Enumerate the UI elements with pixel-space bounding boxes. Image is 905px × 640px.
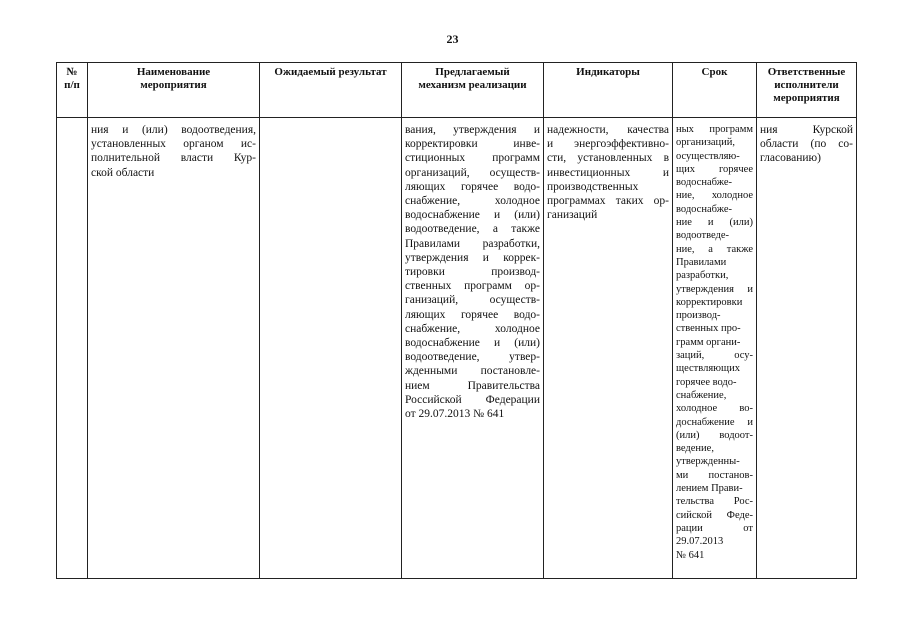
- text-line: Правилами разработки,: [405, 237, 540, 250]
- header-line: Срок: [701, 66, 728, 78]
- header-line: Предлагаемый: [435, 66, 510, 78]
- header-indicators: [544, 63, 673, 118]
- table-row: [57, 118, 857, 579]
- text-line: ганизаций, осуществ-: [405, 294, 540, 307]
- text-line: Российской Федерации: [405, 393, 540, 406]
- text-line: ния Курской: [760, 124, 853, 136]
- text-line: холодное во-: [676, 403, 753, 415]
- text-line: утвержденны-: [676, 456, 740, 468]
- header-line: исполнители: [774, 79, 839, 91]
- text-line: корректировки: [676, 296, 743, 308]
- text-line: программах таких ор-: [547, 195, 669, 208]
- text-line: ственных про-: [676, 323, 741, 335]
- cell-number: [57, 118, 88, 579]
- measures-table: [56, 62, 857, 579]
- text-line: горячее водо-: [676, 376, 737, 388]
- text-line: ние и (или): [676, 217, 753, 229]
- table-header-row: [57, 63, 857, 118]
- text-line: ляющих горячее водо-: [405, 308, 540, 321]
- text-line: гласованию): [760, 152, 821, 165]
- text-line: инвестиционных и: [547, 166, 669, 179]
- header-number: [57, 63, 88, 118]
- text-line: организаций,: [676, 137, 735, 149]
- text-line: ния и (или) водоотведения,: [91, 124, 256, 136]
- text-line: ние, а также: [676, 243, 753, 255]
- text-line: ных программ: [676, 124, 753, 135]
- text-line: грамм органи-: [676, 336, 741, 348]
- text-line: корректировки инве-: [405, 138, 540, 151]
- text-line: водоснабжение и (или): [405, 337, 540, 350]
- text-line: ми постанов-: [676, 469, 753, 481]
- text-line: ственных программ ор-: [405, 280, 540, 293]
- text-line: осуществляю-: [676, 150, 740, 162]
- text-line: утверждения и коррек-: [405, 251, 540, 264]
- text-line: заций, осу-: [676, 350, 753, 362]
- header-term: [673, 63, 757, 118]
- header-line: Ожидаемый результат: [274, 66, 387, 78]
- header-line: Ответственные: [767, 66, 846, 78]
- header-line: п/п: [64, 79, 80, 91]
- page-number: 23: [446, 32, 459, 46]
- text-line: Правилами: [676, 256, 727, 268]
- cell-event-name: [88, 118, 260, 579]
- text-line: разработки,: [676, 270, 729, 282]
- header-mechanism: [402, 63, 544, 118]
- cell-expected-result: [260, 118, 402, 579]
- text-line: водоснабже-: [676, 203, 732, 215]
- header-line: Индикаторы: [576, 66, 640, 78]
- text-line: (или) водоот-: [676, 429, 753, 441]
- text-line: № 641: [676, 549, 705, 561]
- text-line: установленных органом ис-: [91, 138, 256, 151]
- text-line: водоотведение, утвер-: [405, 351, 540, 364]
- text-line: щих горячее: [676, 163, 753, 175]
- text-line: снабжение, холодное: [405, 322, 540, 335]
- cell-responsible: [757, 118, 857, 579]
- text-line: рации от: [676, 522, 753, 534]
- text-line: и энергоэффективно-: [547, 138, 669, 151]
- text-line: тировки производ-: [405, 266, 540, 279]
- text-line: доснабжение и: [676, 416, 753, 428]
- text-line: области (по со-: [760, 138, 853, 151]
- text-line: стиционных программ: [405, 152, 540, 165]
- text-line: лением Прави-: [676, 483, 743, 495]
- text-line: снабжение,: [676, 389, 727, 401]
- header-line: мероприятия: [773, 92, 840, 104]
- header-line: Наименование: [136, 66, 211, 78]
- text-line: снабжение, холодное: [405, 195, 540, 208]
- text-line: вания, утверждения и: [405, 124, 540, 136]
- text-line: водоотведение, а также: [405, 223, 540, 236]
- text-line: 29.07.2013: [676, 536, 724, 548]
- header-responsible: [757, 63, 857, 118]
- header-line: механизм реализации: [418, 79, 527, 91]
- text-line: производ-: [676, 310, 721, 322]
- header-line: №: [66, 66, 78, 78]
- text-line: надежности, качества: [547, 124, 669, 136]
- text-line: тельства Рос-: [676, 496, 753, 508]
- text-line: организаций, осуществ-: [405, 166, 540, 179]
- text-line: жденными постановле-: [405, 365, 540, 378]
- cell-term: [673, 118, 757, 579]
- header-expected-result: [260, 63, 402, 118]
- text-line: производственных: [547, 180, 639, 193]
- text-line: ведение,: [676, 443, 714, 455]
- header-event-name: [88, 63, 260, 118]
- text-line: нием Правительства: [405, 379, 540, 392]
- cell-indicators: [544, 118, 673, 579]
- text-line: ской области: [91, 166, 155, 179]
- text-line: ганизаций: [547, 209, 598, 222]
- text-line: полнительной власти Кур-: [91, 152, 256, 165]
- text-line: водоснабже-: [676, 177, 732, 189]
- text-line: водоснабжение и (или): [405, 209, 540, 222]
- header-line: мероприятия: [140, 79, 207, 91]
- text-line: водоотведе-: [676, 230, 730, 242]
- text-line: сти, установленных в: [547, 152, 669, 165]
- text-line: сийской Феде-: [676, 509, 753, 521]
- text-line: ществляющих: [676, 363, 740, 375]
- text-line: от 29.07.2013 № 641: [405, 408, 505, 421]
- text-line: ляющих горячее водо-: [405, 180, 540, 193]
- text-line: ние, холодное: [676, 190, 753, 202]
- text-line: утверждения и: [676, 283, 753, 295]
- cell-mechanism: [402, 118, 544, 579]
